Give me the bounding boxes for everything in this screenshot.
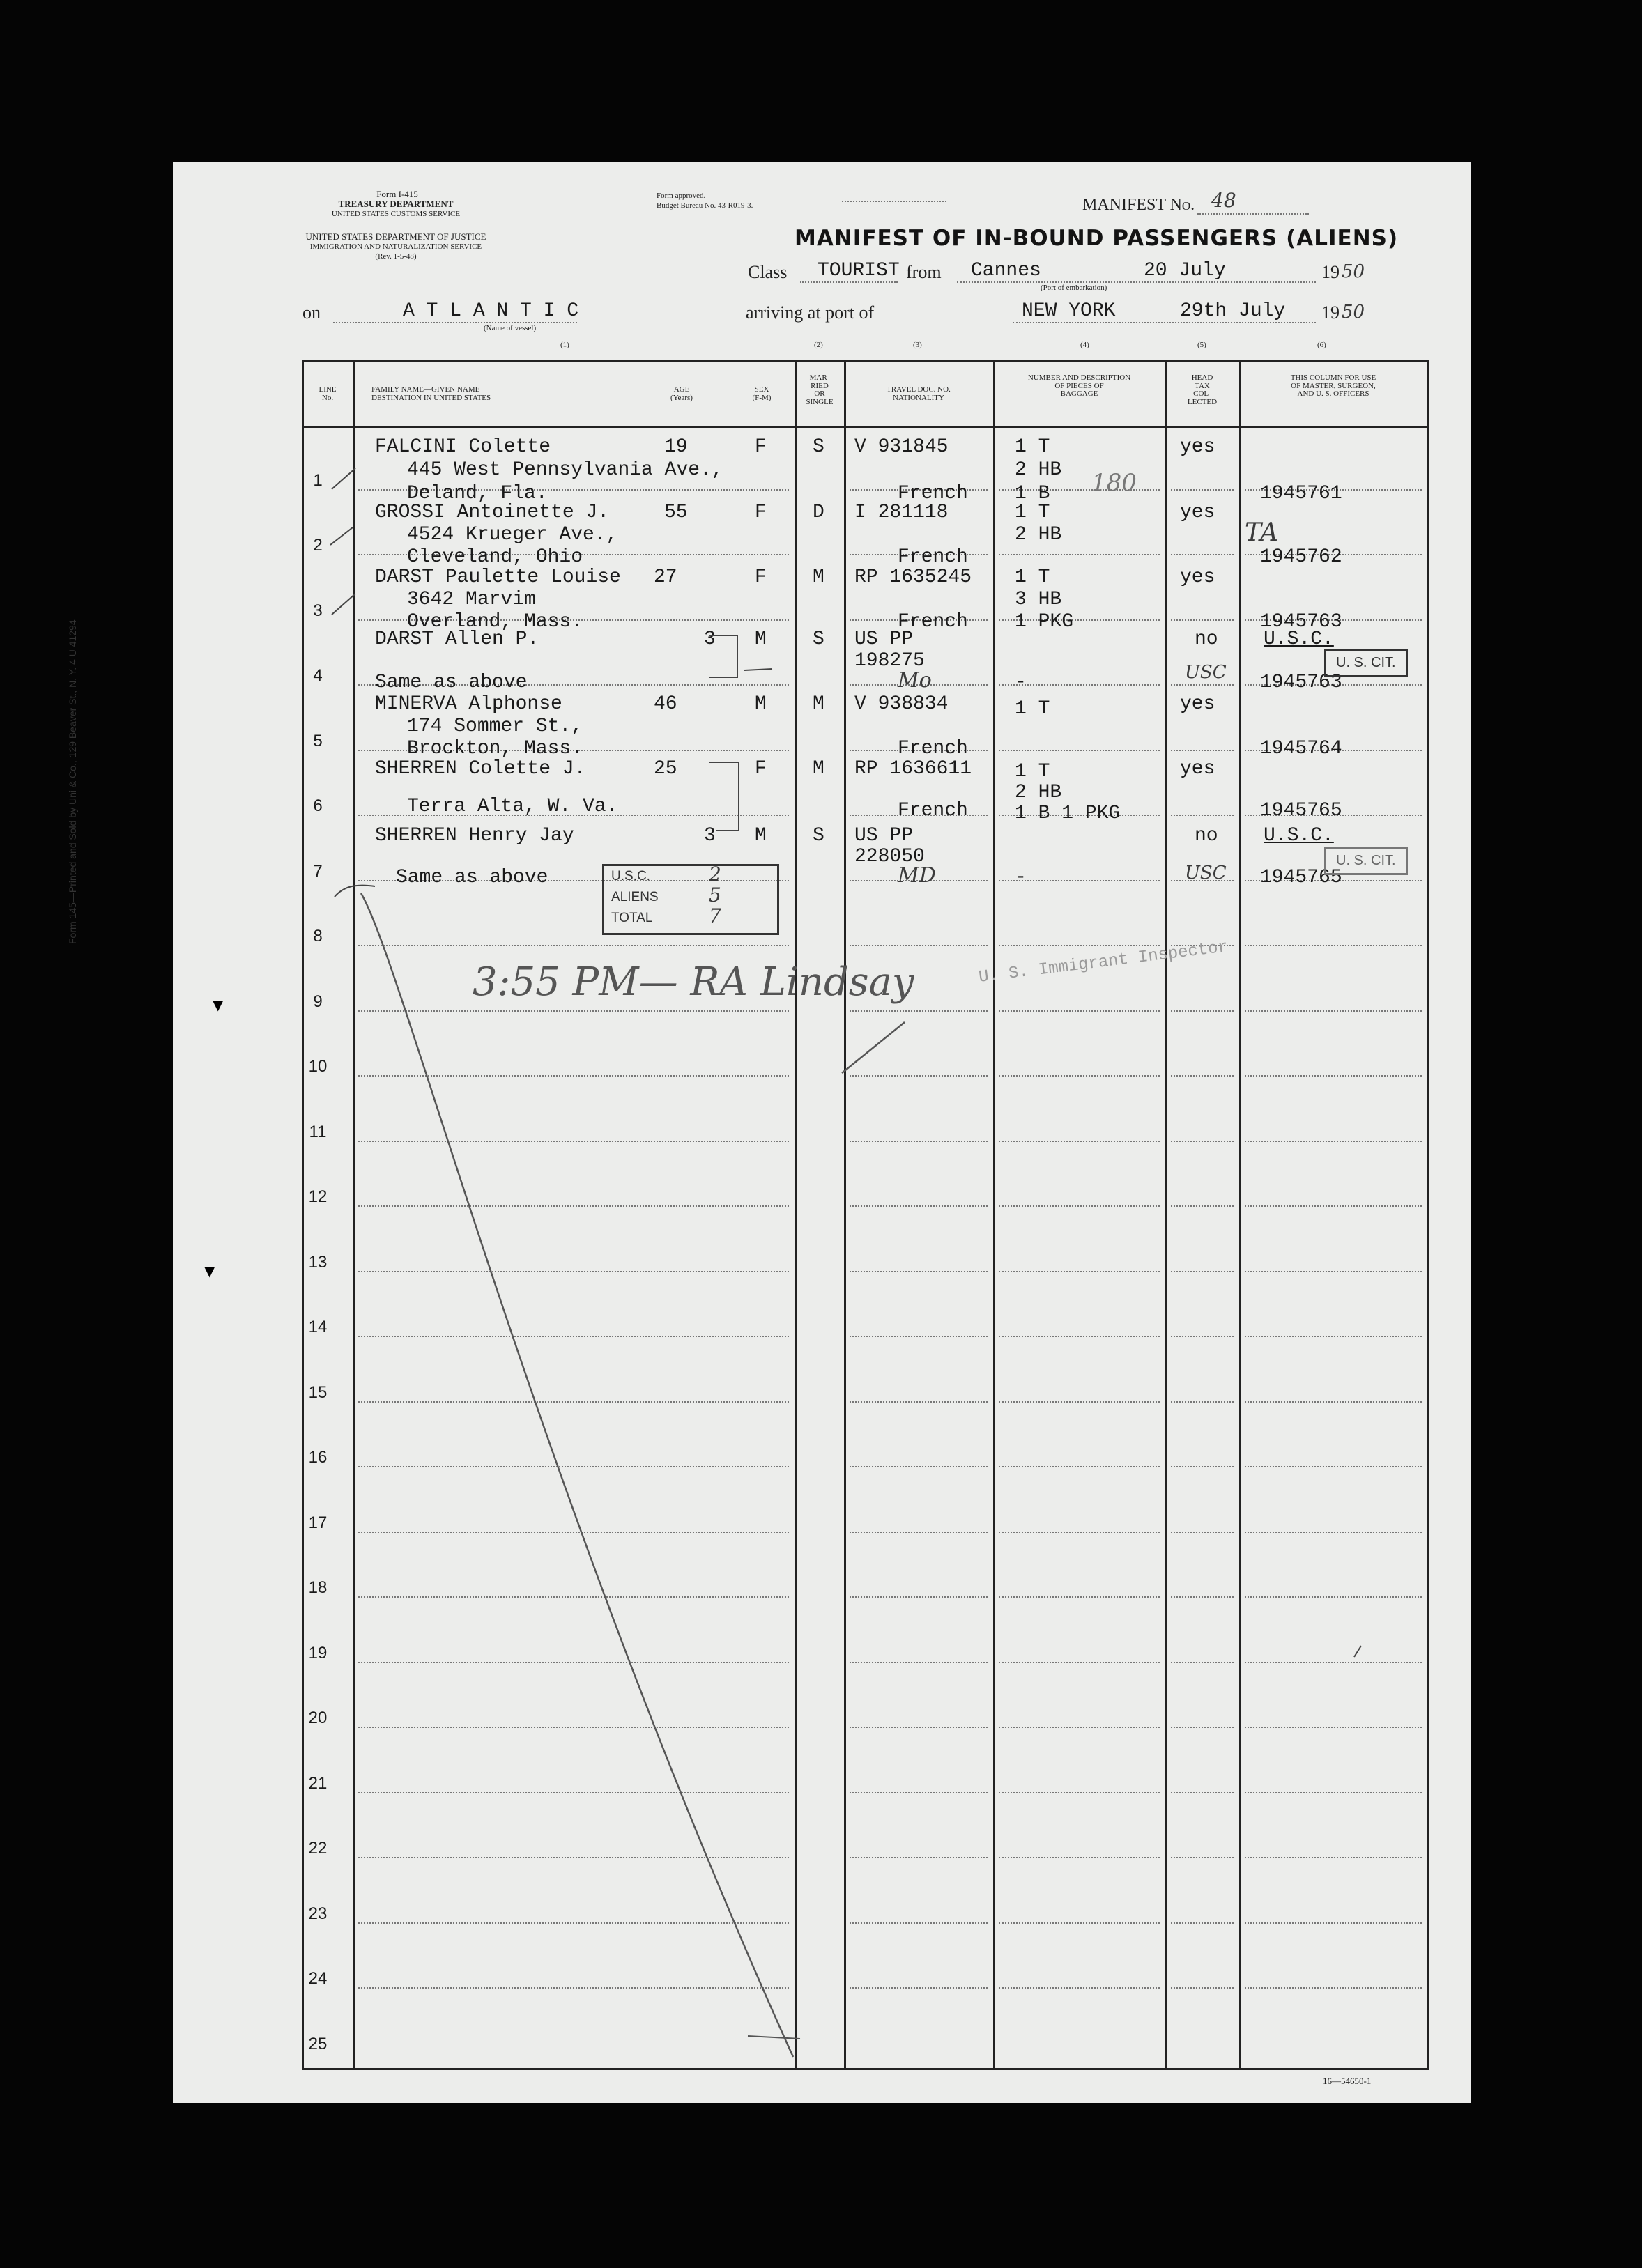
officer-note: TA	[1245, 518, 1279, 547]
doc-handwritten-note: MD	[898, 863, 936, 888]
line-number: 2	[313, 536, 323, 555]
officer-number: 1945763	[1260, 672, 1342, 693]
class-label: Class	[748, 262, 788, 282]
passenger-doc: US PP	[854, 628, 914, 650]
passenger-age: 3	[704, 628, 716, 650]
passenger-address: 4524 Krueger Ave.,	[407, 524, 618, 546]
embark-year: 50	[1342, 261, 1365, 282]
manifest-label: MANIFEST No.	[1082, 196, 1195, 214]
line-number: 5	[313, 731, 323, 750]
passenger-doc-number: 228050	[854, 846, 925, 867]
passenger-age: 27	[654, 566, 677, 588]
header-sex: SEX (F-M)	[752, 385, 772, 402]
officer-note: U.S.C.	[1264, 825, 1334, 847]
line-number: 8	[313, 927, 323, 946]
printer-imprint: Form 145—Printed and Sold by Uni & Co., 129 Beaver St., N. Y. 4 U 41294	[67, 619, 78, 944]
passenger-name: SHERREN Henry Jay	[375, 825, 574, 847]
line-number: 1	[313, 470, 323, 490]
line-number: 9	[313, 992, 323, 1011]
passenger-address: Same as above	[396, 867, 548, 888]
vessel-caption: (Name of vessel)	[484, 324, 537, 332]
passenger-name: DARST Allen P.	[375, 628, 539, 650]
passenger-nationality: French	[898, 611, 968, 633]
passenger-address: 445 West Pennsylvania Ave.,	[407, 459, 723, 481]
head-tax: no	[1195, 825, 1218, 847]
passenger-age: 19	[664, 436, 688, 458]
us-citizen-stamp: U. S. CIT.	[1324, 649, 1408, 677]
customs-service: UNITED STATES CUSTOMS SERVICE	[331, 210, 461, 218]
passenger-marital: M	[813, 566, 824, 588]
budget-bureau: Budget Bureau No. 43-R019-3.	[657, 201, 753, 210]
passenger-doc: US PP	[854, 825, 914, 847]
passenger-name: FALCINI Colette	[375, 436, 551, 458]
baggage-item: 1 T	[1015, 436, 1050, 458]
col-index-2: (2)	[814, 341, 823, 349]
arrival-port: NEW YORK	[1022, 300, 1116, 322]
col-index-3: (3)	[913, 341, 922, 349]
us-citizen-stamp: U. S. CIT.	[1324, 847, 1408, 875]
passenger-sex: M	[755, 693, 767, 715]
arrival-time-signature: 3:55 PM— RA Lindsay	[473, 959, 914, 1005]
passenger-sex: F	[755, 566, 767, 588]
baggage-item: 3 HB	[1015, 589, 1062, 610]
head-tax: yes	[1180, 693, 1215, 715]
col-index-1: (1)	[560, 341, 569, 349]
passenger-address: Terra Alta, W. Va.	[407, 796, 618, 817]
passenger-city: Deland, Fla.	[407, 483, 548, 504]
passenger-doc-number: 198275	[854, 650, 925, 672]
embarkation-caption: (Port of embarkation)	[1041, 284, 1107, 292]
head-tax-note: USC	[1185, 863, 1227, 884]
passenger-address: 174 Sommer St.,	[407, 716, 583, 737]
baggage-item: -	[1015, 867, 1027, 888]
passenger-nationality: French	[898, 546, 968, 568]
header-head-tax: HEAD TAX COL- LECTED	[1187, 373, 1218, 406]
line-number: 17	[308, 1513, 328, 1532]
vessel-name: A T L A N T I C	[403, 300, 579, 322]
baggage-item: 1 T	[1015, 502, 1050, 523]
baggage-item: 2 HB	[1015, 782, 1062, 803]
passenger-age: 46	[654, 693, 677, 715]
baggage-item: 1 T	[1015, 761, 1050, 782]
revision-date: (Rev. 1-5-48)	[375, 252, 417, 261]
head-tax: yes	[1180, 436, 1215, 458]
embark-year-prefix: 19	[1321, 262, 1340, 282]
passenger-doc: RP 1636611	[854, 758, 972, 780]
header-officers: THIS COLUMN FOR USE OF MASTER, SURGEON, AND U. S. OFFICERS	[1290, 373, 1376, 399]
arrival-year: 50	[1342, 302, 1365, 323]
line-number: 7	[313, 861, 323, 881]
col-index-6: (6)	[1317, 341, 1326, 349]
line-number: 14	[308, 1318, 328, 1336]
line-number: 18	[308, 1578, 328, 1597]
passenger-address: Same as above	[375, 672, 528, 693]
baggage-item: 1 B 1 PKG	[1015, 803, 1121, 824]
officer-number: 1945765	[1260, 800, 1342, 821]
passenger-marital: D	[813, 502, 824, 523]
passenger-address: 3642 Marvim	[407, 589, 536, 610]
arrival-date: 29th July	[1180, 300, 1286, 322]
passenger-marital: S	[813, 628, 824, 650]
passenger-sex: F	[755, 436, 767, 458]
officer-number: 1945764	[1260, 738, 1342, 759]
passenger-age: 55	[664, 502, 688, 523]
baggage-item: 2 HB	[1015, 524, 1062, 546]
passenger-name: SHERREN Colette J.	[375, 758, 586, 780]
line-number: 16	[308, 1448, 328, 1467]
baggage-item: 1 B	[1015, 483, 1050, 504]
aliens-label: ALIENS	[611, 890, 659, 904]
officer-number: 1945765	[1260, 867, 1342, 888]
line-number: 22	[308, 1839, 328, 1858]
col-index-5: (5)	[1197, 341, 1206, 349]
passenger-name: GROSSI Antoinette J.	[375, 502, 610, 523]
passenger-sex: F	[755, 502, 767, 523]
header-married: MAR- RIED OR SINGLE	[806, 373, 834, 406]
passenger-age: 25	[654, 758, 677, 780]
officer-note: U.S.C.	[1264, 628, 1334, 650]
passenger-sex: M	[755, 825, 767, 847]
header-line-no: LINE No.	[319, 385, 337, 402]
passenger-doc: RP 1635245	[854, 566, 972, 588]
line-number: 15	[308, 1382, 328, 1402]
passenger-city: Overland, Mass.	[407, 611, 583, 633]
passenger-sex: M	[755, 628, 767, 650]
passenger-nationality: French	[898, 800, 968, 821]
baggage-item: 2 HB	[1015, 459, 1062, 481]
header-name: FAMILY NAME—GIVEN NAME DESTINATION IN UNITED STATES	[371, 385, 491, 402]
usc-label: U.S.C.	[611, 869, 650, 884]
head-tax: no	[1195, 628, 1218, 650]
manifest-page	[173, 162, 1471, 2103]
passenger-nationality: French	[898, 738, 968, 759]
line-number: 19	[308, 1643, 328, 1663]
passenger-sex: F	[755, 758, 767, 780]
total-count: 7	[709, 904, 721, 927]
registration-mark: ▼	[204, 1263, 215, 1279]
officer-number: 1945763	[1260, 611, 1342, 633]
aliens-count: 5	[709, 884, 721, 907]
passenger-city: Brockton, Mass.	[407, 738, 583, 759]
line-number: 24	[308, 1969, 328, 1988]
pencil-marks	[173, 162, 1471, 2103]
line-number: 21	[308, 1773, 328, 1793]
ins-service: IMMIGRATION AND NATURALIZATION SERVICE	[309, 242, 482, 251]
head-tax: yes	[1180, 566, 1215, 588]
head-tax: yes	[1180, 758, 1215, 780]
doc-handwritten-note: Mo	[898, 668, 932, 693]
arriving-label: arriving at port of	[746, 302, 875, 323]
line-number: 6	[313, 796, 323, 815]
baggage-item: 1 PKG	[1015, 611, 1074, 633]
arrival-year-prefix: 19	[1321, 302, 1340, 323]
passenger-marital: S	[813, 436, 824, 458]
treasury-department: TREASURY DEPARTMENT	[338, 199, 454, 209]
embarkation-date: 20 July	[1144, 260, 1226, 281]
line-number: 23	[308, 1904, 328, 1923]
line-number: 13	[308, 1252, 328, 1272]
on-label: on	[302, 302, 321, 323]
form-number: Form I-415	[376, 189, 418, 199]
line-number: 10	[308, 1057, 328, 1076]
class-value: TOURIST	[818, 260, 900, 281]
officer-number: 1945762	[1260, 546, 1342, 568]
inspector-stamp: U. S. Immigrant Inspector	[977, 938, 1229, 987]
baggage-item: 1 T	[1015, 698, 1050, 720]
registration-mark: ▼	[213, 996, 224, 1013]
passenger-doc: I 281118	[854, 502, 949, 523]
officer-number: 1945761	[1260, 483, 1342, 504]
line-number: 3	[313, 601, 323, 620]
head-tax-note: USC	[1185, 662, 1227, 683]
col-index-4: (4)	[1080, 341, 1089, 349]
passenger-name: DARST Paulette Louise	[375, 566, 621, 588]
from-label: from	[906, 262, 942, 282]
manifest-number: 48	[1211, 189, 1236, 212]
header-baggage: NUMBER AND DESCRIPTION OF PIECES OF BAGGAGE	[1027, 373, 1131, 399]
line-number: 12	[308, 1187, 328, 1206]
baggage-item: -	[1015, 672, 1027, 693]
header-travel-doc: TRAVEL DOC. NO. NATIONALITY	[887, 385, 951, 402]
head-tax: yes	[1180, 502, 1215, 523]
line-number: 4	[313, 666, 323, 685]
form-approved: Form approved.	[657, 192, 706, 200]
justice-department: UNITED STATES DEPARTMENT OF JUSTICE	[305, 231, 486, 242]
line-number: 20	[308, 1708, 328, 1727]
passenger-nationality: French	[898, 483, 968, 504]
passenger-city: Cleveland, Ohio	[407, 546, 583, 568]
page-title: MANIFEST OF IN-BOUND PASSENGERS (ALIENS)	[795, 226, 1399, 251]
baggage-item: 1 T	[1015, 566, 1050, 588]
embarkation-port: Cannes	[971, 260, 1041, 281]
passenger-doc: V 938834	[854, 693, 949, 715]
passenger-marital: M	[813, 758, 824, 780]
passenger-doc: V 931845	[854, 436, 949, 458]
header-age: AGE (Years)	[670, 385, 693, 402]
passenger-marital: M	[813, 693, 824, 715]
baggage-note: 180	[1091, 469, 1137, 497]
usc-count: 2	[709, 863, 721, 886]
line-number: 11	[309, 1122, 327, 1141]
passenger-marital: S	[813, 825, 824, 847]
footer-code: 16—54650-1	[1323, 2076, 1372, 2086]
line-number: 25	[308, 2034, 328, 2053]
passenger-name: MINERVA Alphonse	[375, 693, 562, 715]
passenger-age: 3	[704, 825, 716, 847]
total-label: TOTAL	[611, 911, 653, 925]
